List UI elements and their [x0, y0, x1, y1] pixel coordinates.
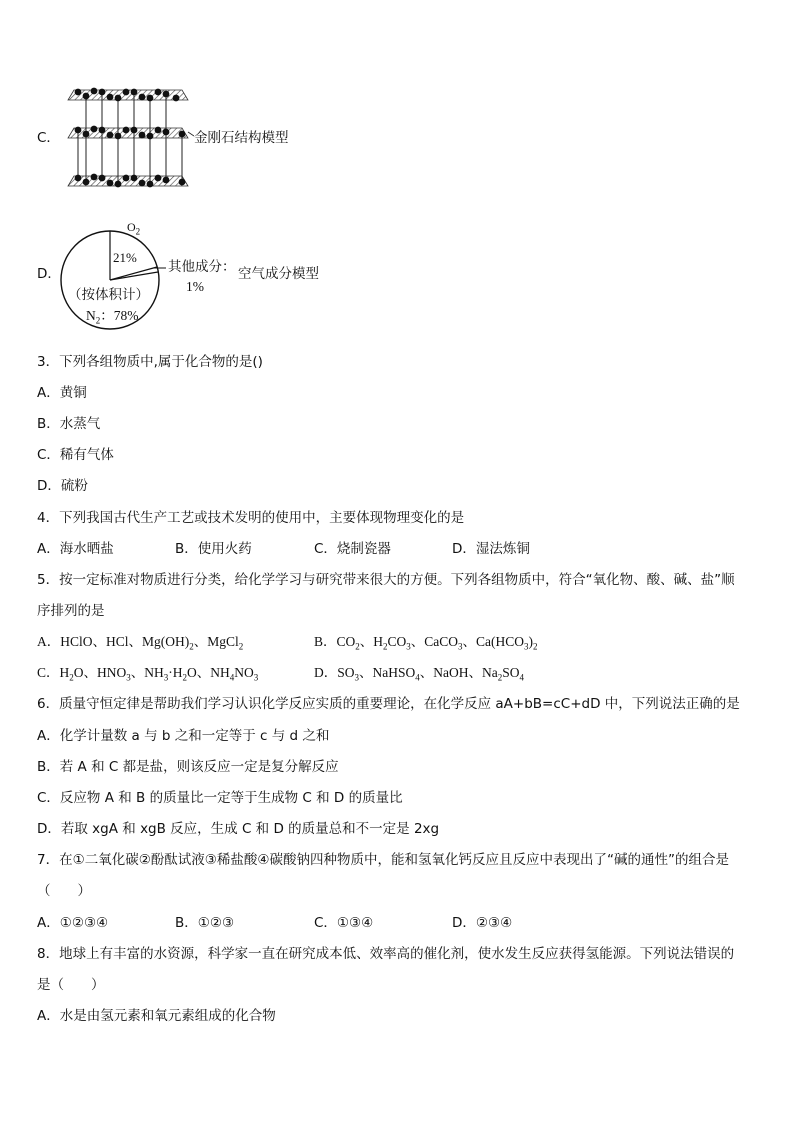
layered-structure-illustration — [64, 82, 194, 194]
q5-option-a: A．HClO、HCl、$Mg(OH)_2$、MgCl$_2$ — [37, 634, 244, 652]
q7-stem-line2: （ ） — [37, 883, 91, 899]
q6-option-c: C．反应物 A 和 B 的质量比一定等于生成物 C 和 D 的质量比 — [37, 790, 403, 806]
n2-label: $N_2$：78% — [86, 308, 139, 326]
q5-option-d: D．$SO_3$、NaHSO$_4$、NaOH、$Na_2SO_4$ — [314, 665, 525, 683]
q4-option-b: B．使用火药 — [175, 541, 252, 557]
q8-option-a: A．水是由氢元素和氧元素组成的化合物 — [37, 1008, 276, 1024]
option-d-letter: D． — [37, 266, 61, 282]
q7-option-a: A．①②③④ — [37, 915, 109, 931]
q6-option-a: A．化学计量数 a 与 b 之和一定等于 c 与 d 之和 — [37, 728, 330, 744]
o2-percent: 21% — [113, 250, 137, 265]
q4-option-c: C．烧制瓷器 — [314, 541, 391, 557]
q4-option-a: A．海水晒盐 — [37, 541, 114, 557]
q4-option-d: D．湿法炼铜 — [452, 541, 530, 557]
q6-stem: 6．质量守恒定律是帮助我们学习认识化学反应实质的重要理论，在化学反应 aA+bB=cC+dD 中，下列说法正确的是 — [37, 696, 740, 712]
other-percent: 1% — [186, 279, 204, 294]
basis-note: （按体积计） — [68, 287, 149, 303]
q8-stem-line2: 是（ ） — [37, 977, 105, 993]
q7-option-b: B．①②③ — [175, 915, 235, 931]
q5-stem-line2: 序排列的是 — [37, 603, 105, 619]
figure-d-caption: 空气成分模型 — [238, 266, 319, 282]
q6-option-d: D．若取 xgA 和 xgB 反应，生成 C 和 D 的质量总和不一定是 2xg — [37, 821, 440, 837]
q3-option-b: B．水蒸气 — [37, 416, 101, 432]
q3-stem: 3．下列各组物质中,属于化合物的是() — [37, 354, 263, 370]
q3-option-a: A．黄铜 — [37, 385, 87, 401]
q6-option-b: B．若 A 和 C 都是盐，则该反应一定是复分解反应 — [37, 759, 339, 775]
q8-stem-line1: 8．地球上有丰富的水资源，科学家一直在研究成本低、效率高的催化剂，使水发生反应获得氢能源。下列说法错误的 — [37, 946, 735, 962]
q7-option-d: D．②③④ — [452, 915, 513, 931]
other-label: 其他成分： — [168, 259, 236, 275]
q5-stem-line1: 5．按一定标准对物质进行分类，给化学学习与研究带来很大的方便。下列各组物质中，符合“氧化物、酸、碱、盐”顺 — [37, 572, 735, 588]
option-c-letter: C． — [37, 130, 60, 146]
q3-option-c: C．稀有气体 — [37, 447, 114, 463]
q7-option-c: C．①③④ — [314, 915, 374, 931]
q5-option-b: B．$CO_2$、$H_2CO_3$、CaCO$_3$、$Ca(HCO_3)_2$ — [314, 634, 538, 652]
q3-option-d: D．硫粉 — [37, 478, 88, 494]
figure-c-caption: 金刚石结构模型 — [194, 130, 289, 146]
q5-option-c: C．$H_2O$、$HNO_3$、$NH_3\cdot H_2O$、$NH_4NO_3$ — [37, 665, 259, 683]
q7-stem-line1: 7．在①二氧化碳②酚酞试液③稀盐酸④碳酸钠四种物质中，能和氢氧化钙反应且反应中表现出了“碱的通性”的组合是 — [37, 852, 729, 868]
o2-label: $O_2$ — [127, 220, 141, 237]
q4-stem: 4．下列我国古代生产工艺或技术发明的使用中，主要体现物理变化的是 — [37, 510, 465, 526]
